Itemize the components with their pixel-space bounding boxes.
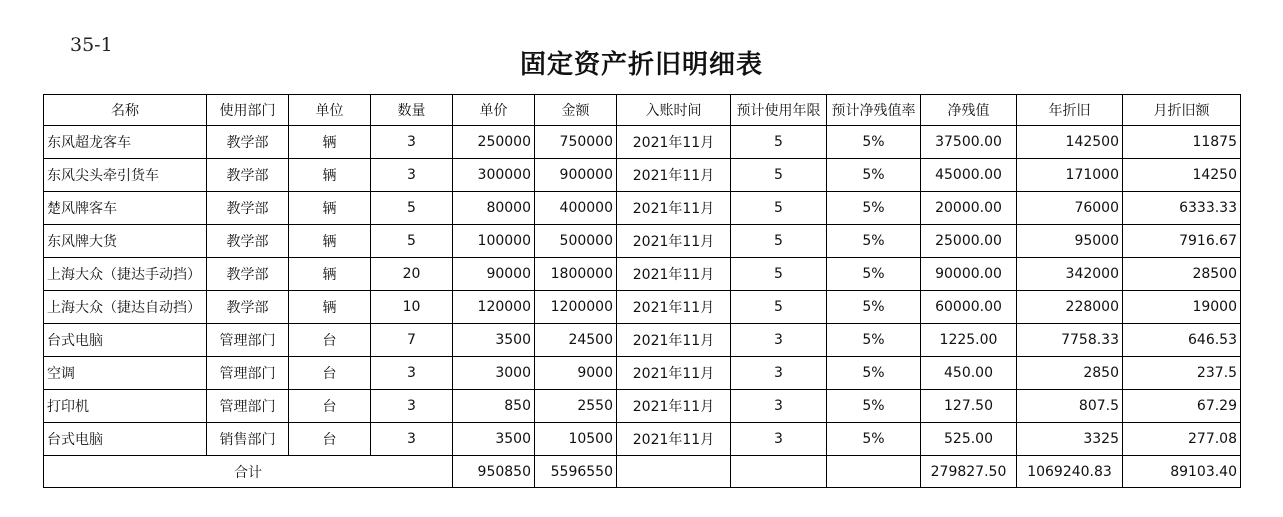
cell-monthly-depreciation: 19000: [1123, 291, 1241, 324]
cell-useful-life: 5: [731, 291, 827, 324]
page-number: 35-1: [70, 34, 113, 56]
cell-quantity: 7: [371, 324, 453, 357]
cell-quantity: 20: [371, 258, 453, 291]
cell-annual-depreciation: 76000: [1017, 192, 1123, 225]
cell-annual-depreciation: 342000: [1017, 258, 1123, 291]
cell-annual-depreciation: 95000: [1017, 225, 1123, 258]
cell-residual-rate: 5%: [827, 126, 921, 159]
cell-entry-time: 2021年11月: [617, 258, 731, 291]
header-unit: 单位: [289, 95, 371, 126]
cell-unit-price: 3500: [453, 423, 535, 456]
cell-monthly-depreciation: 67.29: [1123, 390, 1241, 423]
total-residual-rate: [827, 456, 921, 488]
cell-quantity: 3: [371, 159, 453, 192]
cell-unit-price: 3500: [453, 324, 535, 357]
table-row: [44, 423, 1241, 456]
cell-name: 空调: [44, 357, 207, 390]
cell-amount: 9000: [535, 357, 617, 390]
cell-name: 东风牌大货: [44, 225, 207, 258]
cell-entry-time: 2021年11月: [617, 159, 731, 192]
cell-department: 管理部门: [207, 357, 289, 390]
cell-amount: 24500: [535, 324, 617, 357]
cell-department: 教学部: [207, 258, 289, 291]
cell-entry-time: 2021年11月: [617, 126, 731, 159]
cell-name: 东风尖头牵引货车: [44, 159, 207, 192]
cell-unit-price: 120000: [453, 291, 535, 324]
cell-quantity: 3: [371, 126, 453, 159]
cell-department: 教学部: [207, 225, 289, 258]
cell-useful-life: 3: [731, 423, 827, 456]
total-monthly-depreciation: 89103.40: [1123, 456, 1241, 488]
cell-unit: 台: [289, 357, 371, 390]
cell-annual-depreciation: 807.5: [1017, 390, 1123, 423]
cell-annual-depreciation: 228000: [1017, 291, 1123, 324]
cell-name: 上海大众（捷达手动挡）: [44, 258, 207, 291]
cell-unit-price: 80000: [453, 192, 535, 225]
header-entry-time: 入账时间: [617, 95, 731, 126]
cell-unit: 辆: [289, 192, 371, 225]
cell-useful-life: 3: [731, 357, 827, 390]
table-row: [44, 159, 1241, 192]
cell-amount: 2550: [535, 390, 617, 423]
total-residual-value: 279827.50: [921, 456, 1017, 488]
cell-annual-depreciation: 2850: [1017, 357, 1123, 390]
header-monthly-depreciation: 月折旧额: [1123, 95, 1241, 126]
cell-quantity: 3: [371, 423, 453, 456]
cell-unit-price: 250000: [453, 126, 535, 159]
cell-amount: 750000: [535, 126, 617, 159]
cell-monthly-depreciation: 7916.67: [1123, 225, 1241, 258]
cell-entry-time: 2021年11月: [617, 291, 731, 324]
cell-residual-value: 45000.00: [921, 159, 1017, 192]
total-row: [44, 456, 1241, 488]
cell-monthly-depreciation: 6333.33: [1123, 192, 1241, 225]
cell-residual-rate: 5%: [827, 225, 921, 258]
cell-monthly-depreciation: 11875: [1123, 126, 1241, 159]
cell-amount: 900000: [535, 159, 617, 192]
cell-name: 楚风牌客车: [44, 192, 207, 225]
header-unit-price: 单价: [453, 95, 535, 126]
table-row: [44, 192, 1241, 225]
cell-department: 教学部: [207, 192, 289, 225]
header-useful-life: 预计使用年限: [731, 95, 827, 126]
cell-monthly-depreciation: 277.08: [1123, 423, 1241, 456]
cell-residual-value: 127.50: [921, 390, 1017, 423]
cell-residual-value: 60000.00: [921, 291, 1017, 324]
cell-name: 台式电脑: [44, 324, 207, 357]
header-row: [44, 95, 1241, 126]
cell-annual-depreciation: 171000: [1017, 159, 1123, 192]
cell-entry-time: 2021年11月: [617, 423, 731, 456]
cell-residual-rate: 5%: [827, 324, 921, 357]
cell-unit: 辆: [289, 291, 371, 324]
cell-annual-depreciation: 142500: [1017, 126, 1123, 159]
cell-monthly-depreciation: 28500: [1123, 258, 1241, 291]
total-entry-time: [617, 456, 731, 488]
cell-unit-price: 90000: [453, 258, 535, 291]
total-amount: 5596550: [535, 456, 617, 488]
cell-amount: 1800000: [535, 258, 617, 291]
cell-amount: 500000: [535, 225, 617, 258]
cell-unit: 辆: [289, 126, 371, 159]
total-useful-life: [731, 456, 827, 488]
cell-name: 台式电脑: [44, 423, 207, 456]
cell-entry-time: 2021年11月: [617, 192, 731, 225]
cell-department: 管理部门: [207, 390, 289, 423]
table-row: [44, 390, 1241, 423]
cell-department: 教学部: [207, 126, 289, 159]
cell-amount: 1200000: [535, 291, 617, 324]
cell-residual-value: 90000.00: [921, 258, 1017, 291]
table-row: [44, 126, 1241, 159]
cell-residual-value: 450.00: [921, 357, 1017, 390]
cell-annual-depreciation: 7758.33: [1017, 324, 1123, 357]
cell-unit: 辆: [289, 159, 371, 192]
page-title: 固定资产折旧明细表: [519, 50, 763, 80]
cell-residual-rate: 5%: [827, 357, 921, 390]
cell-unit: 辆: [289, 225, 371, 258]
header-department: 使用部门: [207, 95, 289, 126]
header-amount: 金额: [535, 95, 617, 126]
cell-residual-value: 37500.00: [921, 126, 1017, 159]
header-name: 名称: [44, 95, 207, 126]
cell-useful-life: 3: [731, 390, 827, 423]
cell-monthly-depreciation: 237.5: [1123, 357, 1241, 390]
cell-residual-rate: 5%: [827, 423, 921, 456]
cell-department: 管理部门: [207, 324, 289, 357]
cell-quantity: 3: [371, 390, 453, 423]
cell-department: 销售部门: [207, 423, 289, 456]
cell-unit: 台: [289, 390, 371, 423]
cell-residual-rate: 5%: [827, 192, 921, 225]
cell-amount: 10500: [535, 423, 617, 456]
cell-residual-value: 25000.00: [921, 225, 1017, 258]
depreciation-table: [43, 94, 1241, 488]
cell-unit: 台: [289, 423, 371, 456]
cell-useful-life: 5: [731, 159, 827, 192]
header-quantity: 数量: [371, 95, 453, 126]
cell-name: 东风超龙客车: [44, 126, 207, 159]
cell-unit: 辆: [289, 258, 371, 291]
total-annual-depreciation: 1069240.83: [1017, 456, 1123, 488]
cell-annual-depreciation: 3325: [1017, 423, 1123, 456]
cell-name: 打印机: [44, 390, 207, 423]
cell-unit: 台: [289, 324, 371, 357]
cell-name: 上海大众（捷达自动挡）: [44, 291, 207, 324]
cell-useful-life: 5: [731, 225, 827, 258]
cell-residual-rate: 5%: [827, 258, 921, 291]
table-row: [44, 258, 1241, 291]
cell-entry-time: 2021年11月: [617, 324, 731, 357]
cell-quantity: 3: [371, 357, 453, 390]
cell-unit-price: 850: [453, 390, 535, 423]
header-residual-rate: 预计净残值率: [827, 95, 921, 126]
cell-quantity: 10: [371, 291, 453, 324]
cell-monthly-depreciation: 646.53: [1123, 324, 1241, 357]
cell-useful-life: 5: [731, 258, 827, 291]
cell-department: 教学部: [207, 159, 289, 192]
cell-useful-life: 5: [731, 126, 827, 159]
cell-entry-time: 2021年11月: [617, 390, 731, 423]
total-unit-price: 950850: [453, 456, 535, 488]
cell-residual-value: 1225.00: [921, 324, 1017, 357]
cell-unit-price: 300000: [453, 159, 535, 192]
header-annual-depreciation: 年折旧: [1017, 95, 1123, 126]
cell-residual-value: 20000.00: [921, 192, 1017, 225]
header-residual-value: 净残值: [921, 95, 1017, 126]
cell-unit-price: 3000: [453, 357, 535, 390]
cell-unit-price: 100000: [453, 225, 535, 258]
cell-residual-rate: 5%: [827, 291, 921, 324]
cell-amount: 400000: [535, 192, 617, 225]
table-row: [44, 291, 1241, 324]
cell-entry-time: 2021年11月: [617, 357, 731, 390]
cell-entry-time: 2021年11月: [617, 225, 731, 258]
cell-residual-rate: 5%: [827, 390, 921, 423]
cell-useful-life: 5: [731, 192, 827, 225]
table-row: [44, 357, 1241, 390]
cell-monthly-depreciation: 14250: [1123, 159, 1241, 192]
cell-residual-rate: 5%: [827, 159, 921, 192]
table-row: [44, 225, 1241, 258]
cell-quantity: 5: [371, 225, 453, 258]
cell-residual-value: 525.00: [921, 423, 1017, 456]
total-label: 合计: [44, 456, 453, 488]
cell-department: 教学部: [207, 291, 289, 324]
cell-useful-life: 3: [731, 324, 827, 357]
cell-quantity: 5: [371, 192, 453, 225]
table-row: [44, 324, 1241, 357]
